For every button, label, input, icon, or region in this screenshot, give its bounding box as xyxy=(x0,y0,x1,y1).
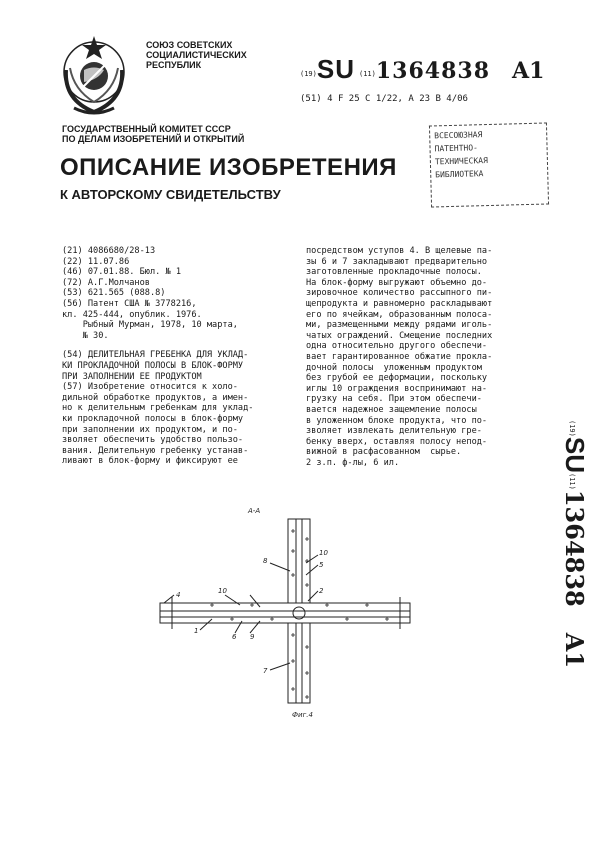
invention-title-line: КИ ПРОКЛАДОЧНОЙ ПОЛОСЫ В БЛОК-ФОРМУ xyxy=(62,360,244,371)
biblio-row: (53) 621.565 (088.8) xyxy=(62,288,166,299)
side-country-tag: (19) xyxy=(568,420,576,437)
callout-9: 9 xyxy=(250,633,255,641)
callout-1: 1 xyxy=(194,627,199,635)
abstract-line: при заполнении их продуктом, и по- xyxy=(62,424,238,435)
abstract-line: зировочное количество рассыпного пи- xyxy=(306,288,493,299)
abstract-line: одна относительно другого обеспечи- xyxy=(306,341,488,352)
biblio-row: (72) А.Г.Молчанов xyxy=(62,277,150,288)
kind-code: A1 xyxy=(512,58,545,84)
biblio-row: (46) 07.01.88. Бюл. № 1 xyxy=(62,267,181,278)
figure-4-drawing xyxy=(150,505,420,720)
issuer-line: РЕСПУБЛИК xyxy=(146,60,202,70)
callout-2: 2 xyxy=(319,587,324,595)
stamp-line: ТЕХНИЧЕСКАЯ xyxy=(434,156,488,167)
biblio-row: Рыбный Мурман, 1978, 10 марта, xyxy=(62,320,238,331)
abstract-line: зволяет обеспечить удобство пользо- xyxy=(62,435,244,446)
biblio-row: кл. 425-444, опублик. 1976. xyxy=(62,309,202,320)
abstract-line: посредством уступов 4. В щелевые па- xyxy=(306,246,493,256)
callout-8: 8 xyxy=(263,557,268,565)
ipc-classification xyxy=(300,94,468,104)
document-title: ОПИСАНИЕ ИЗОБРЕТЕНИЯ xyxy=(60,154,397,181)
left-column xyxy=(62,246,294,467)
biblio-row: (22) 11.07.86 xyxy=(62,256,130,267)
abstract-line: (57) Изобретение относится к холо- xyxy=(62,382,238,393)
right-column xyxy=(306,246,534,468)
country-code-tag: (19) xyxy=(300,70,317,78)
committee-line: ПО ДЕЛАМ ИЗОБРЕТЕНИЙ И ОТКРЫТИЙ xyxy=(62,134,245,144)
abstract-line: дильной обработке продуктов, а имен- xyxy=(62,392,249,403)
callout-4: 4 xyxy=(176,591,181,599)
abstract-line: иглы 10 ограждения воспринимают на- xyxy=(306,383,488,394)
ipc-tag: (51) 4 xyxy=(300,94,333,104)
abstract-line: На блок-форму выгружают объемно до- xyxy=(306,277,488,288)
side-patent-number-value: 1364838 xyxy=(560,489,589,607)
biblio-row: № 30. xyxy=(62,330,109,341)
stamp-line: ВСЕСОЮЗНАЯ xyxy=(434,130,483,141)
abstract-line: заготовленные прокладочные полосы. xyxy=(306,267,482,278)
issuer-block xyxy=(146,40,247,70)
biblio-row: (21) 4086680/28-13 xyxy=(62,246,156,256)
abstract-line: бенку вверх, оставляя полосу непод- xyxy=(306,436,488,447)
issuer-line: СОЦИАЛИСТИЧЕСКИХ xyxy=(146,50,247,60)
abstract-line: грузку на себя. При этом обеспечи- xyxy=(306,394,482,405)
side-patent-number xyxy=(520,420,590,672)
invention-title-line: (54) ДЕЛИТЕЛЬНАЯ ГРЕБЕНКА ДЛЯ УКЛАД- xyxy=(62,350,249,361)
committee-block xyxy=(62,124,244,144)
patent-number: 1364838 xyxy=(375,58,490,84)
abstract-line: чатых ограждений. Смещение последних xyxy=(306,330,493,341)
figure-caption: Фиг.4 xyxy=(292,711,313,719)
country-code: SU xyxy=(316,54,355,84)
library-stamp xyxy=(429,122,549,207)
callout-5: 5 xyxy=(319,561,324,569)
ussr-emblem xyxy=(54,30,134,120)
abstract-line: дочной полосы уложенным продуктом xyxy=(306,362,482,373)
callout-10a: 10 xyxy=(319,549,328,557)
number-tag: (11) xyxy=(358,70,376,78)
committee-line: ГОСУДАРСТВЕННЫЙ КОМИТЕТ СССР xyxy=(62,124,231,134)
abstract-line: но к делительным гребенкам для уклад- xyxy=(62,403,254,414)
side-number-tag: (11) xyxy=(568,472,576,490)
callout-7: 7 xyxy=(263,667,268,675)
side-country-code: SU xyxy=(560,436,590,473)
abstract-line: 2 з.п. ф-лы, 6 ил. xyxy=(306,457,400,468)
biblio-row: (56) Патент США № 3778216, xyxy=(62,298,197,309)
abstract-line: вает гарантированное обжатие прокла- xyxy=(306,351,493,362)
invention-title xyxy=(62,350,294,382)
abstract-line: его по ячейкам, образованным полоса- xyxy=(306,309,493,320)
callout-6: 6 xyxy=(232,633,237,641)
abstract-line: без грубой ее деформации, поскольку xyxy=(306,373,488,384)
document-subtitle: К АВТОРСКОМУ СВИДЕТЕЛЬСТВУ xyxy=(60,187,281,202)
section-label: А-А xyxy=(248,507,261,515)
abstract-line: вается надежное защемление полосы xyxy=(306,404,477,415)
abstract-line: ми, размещенными между рядами иголь- xyxy=(306,320,493,331)
callout-10b: 10 xyxy=(218,587,227,595)
abstract-line: вания. Делительную гребенку устанав- xyxy=(62,445,249,456)
stamp-line: ПАТЕНТНО- xyxy=(434,143,479,154)
issuer-line: СОЮЗ СОВЕТСКИХ xyxy=(146,40,233,50)
abstract-line: в уложенном блоке продукта, что по- xyxy=(306,415,488,426)
invention-title-line: ПРИ ЗАПОЛНЕНИИ ЕЕ ПРОДУКТОМ xyxy=(62,371,202,382)
abstract-line: зы 6 и 7 закладывают предварительно xyxy=(306,256,488,267)
abstract-left xyxy=(62,382,294,467)
stamp-line: БИБЛИОТЕКА xyxy=(435,169,484,180)
side-kind-code: A1 xyxy=(560,632,589,669)
abstract-line: ливают в блок-форму и фиксируют ее xyxy=(62,456,238,467)
abstract-line: вижной в расфасованном сырье. xyxy=(306,447,462,458)
abstract-line: зволяет извлекать делительную гре- xyxy=(306,426,482,437)
abstract-line: ки прокладочной полосы в блок-форму xyxy=(62,413,244,424)
abstract-line: щепродукта и равномерно раскладывают xyxy=(306,298,493,309)
patent-number-header xyxy=(300,54,544,85)
ipc-codes: F 25 C 1/22, A 23 B 4/06 xyxy=(337,94,468,104)
biblio-list xyxy=(62,246,294,341)
